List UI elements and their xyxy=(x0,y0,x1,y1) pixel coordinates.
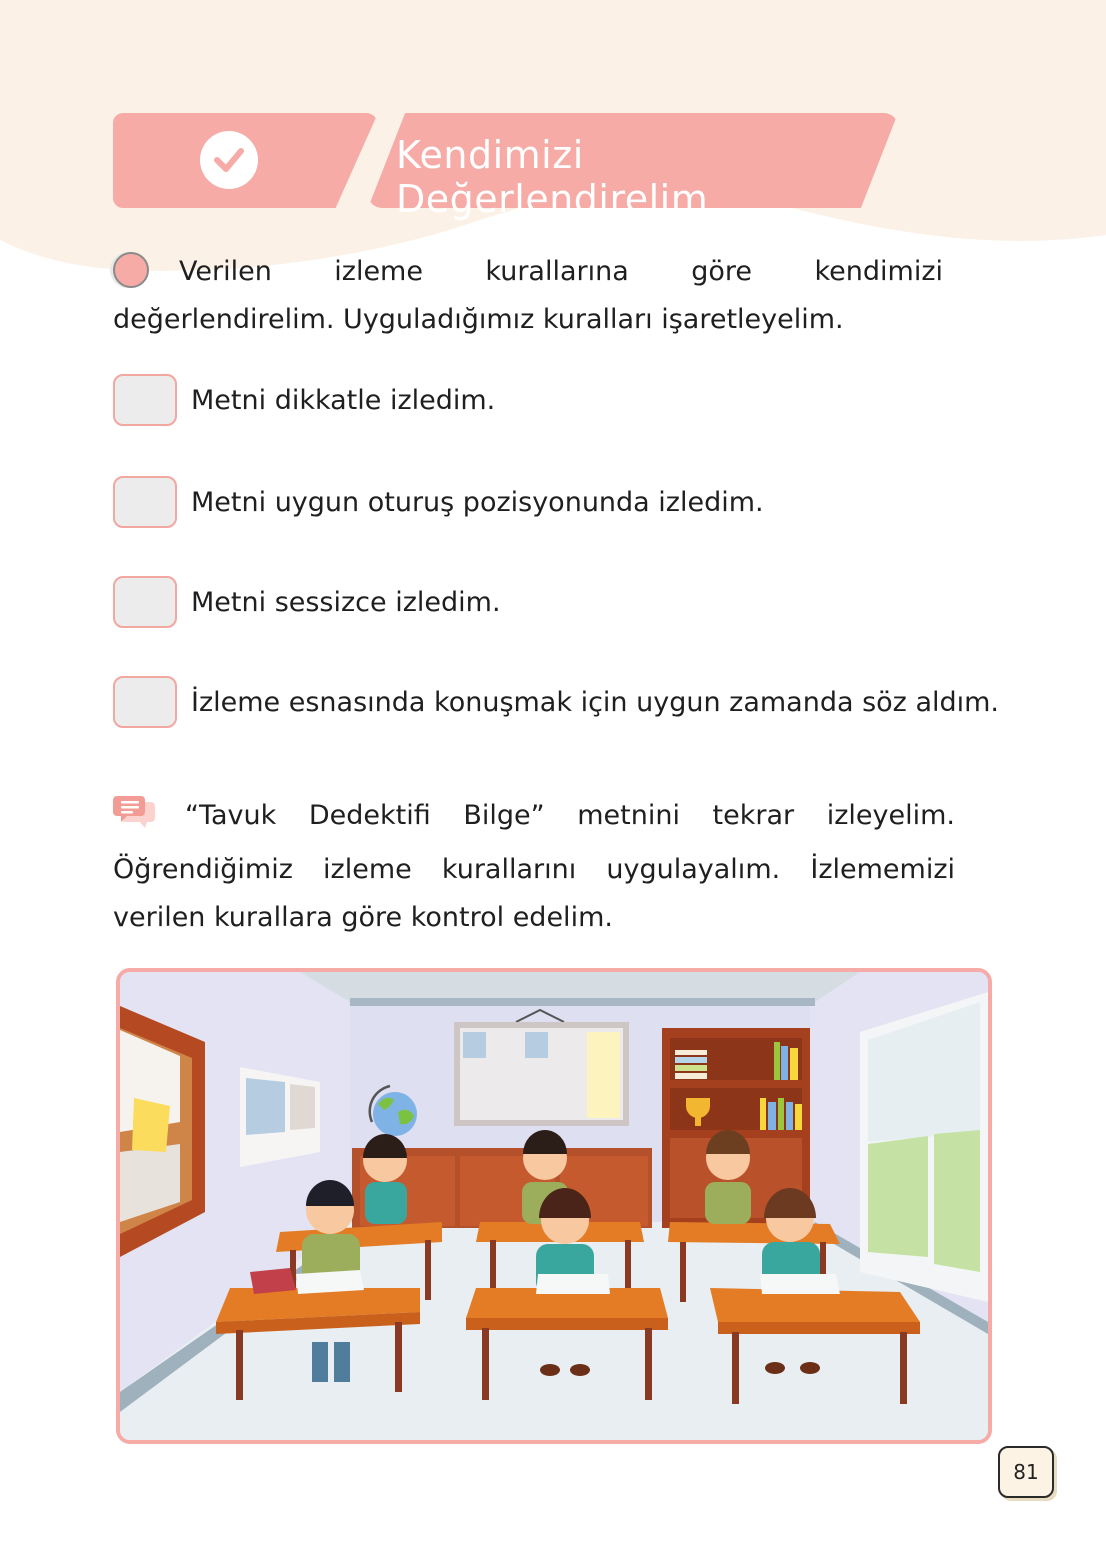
page-number: 81 xyxy=(998,1446,1054,1498)
checklist-item-label: Metni dikkatle izledim. xyxy=(191,384,496,416)
checkbox[interactable] xyxy=(113,676,177,728)
checkbox[interactable] xyxy=(113,476,177,528)
speech-bubbles-icon xyxy=(113,794,155,846)
activity-paragraph xyxy=(113,792,955,942)
checklist-item[interactable] xyxy=(113,576,501,628)
checklist-item[interactable] xyxy=(113,374,495,426)
intro-paragraph xyxy=(113,248,943,344)
checklist-item-label: Metni sessizce izledim. xyxy=(191,586,501,618)
checklist-item-label: Metni uygun oturuş pozisyonunda izledim. xyxy=(191,486,764,518)
pink-dot-icon xyxy=(113,252,149,288)
checkbox[interactable] xyxy=(113,374,177,426)
classroom-scene xyxy=(120,972,988,1440)
intro-text: Verilen izleme kurallarına göre kendimizi değerlendirelim. Uyguladığımız kuralları işaretleyelim. xyxy=(113,256,943,335)
checklist-item[interactable] xyxy=(113,676,999,728)
checklist-item[interactable] xyxy=(113,476,764,528)
classroom-illustration xyxy=(116,968,992,1444)
section-banner xyxy=(113,113,898,221)
checkbox[interactable] xyxy=(113,576,177,628)
check-circle-icon xyxy=(200,131,258,189)
page-title: Kendimizi Değerlendirelim xyxy=(396,133,709,221)
checklist-item-label: İzleme esnasında konuşmak için uygun zamanda söz aldım. xyxy=(191,686,1000,718)
activity-text: “Tavuk Dedektifi Bilge” metnini tekrar izleyelim. Öğrendiğimiz izleme kurallarını uygulayalım. İzlememizi verilen kurallara göre kontrol edelim. xyxy=(113,800,955,933)
